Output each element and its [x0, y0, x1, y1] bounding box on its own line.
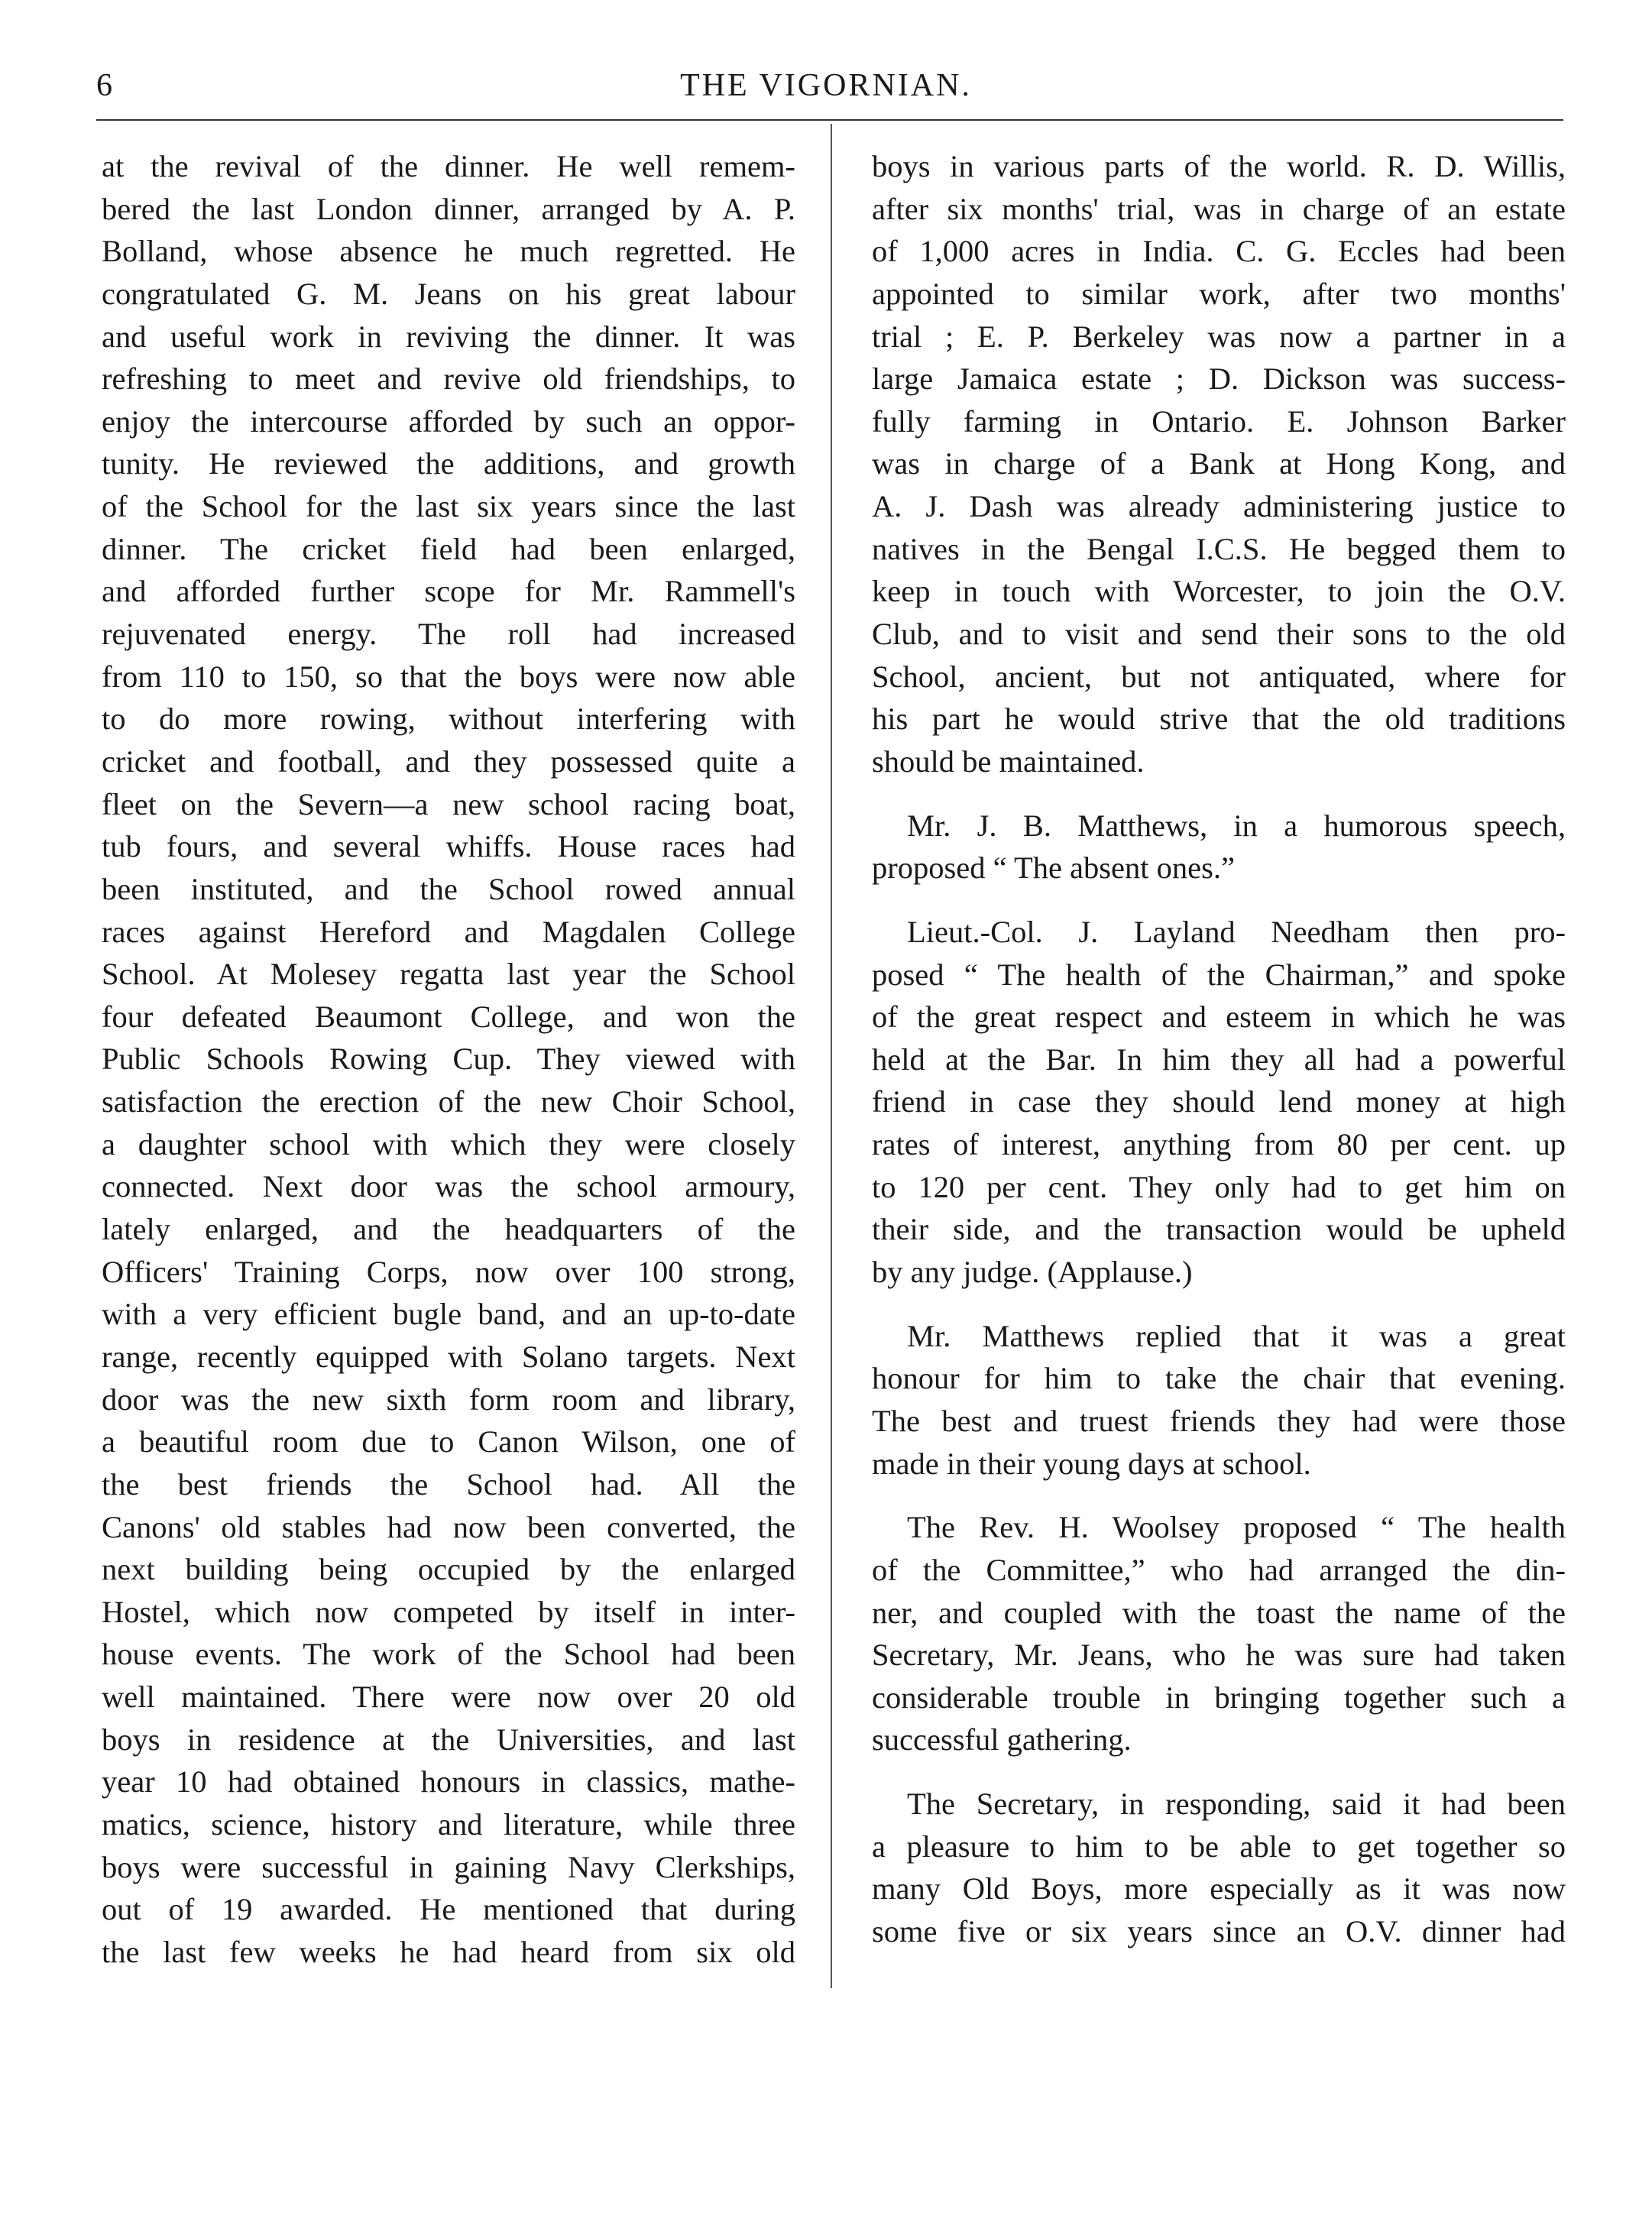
text-line: bered the last London dinner, arranged by A. P.: [102, 191, 795, 226]
text-line: rates of interest, anything from 80 per cent. up: [872, 1127, 1566, 1162]
text-line: enjoy the intercourse afforded by such an oppor-: [102, 403, 795, 439]
text-line: large Jamaica estate ; D. Dickson was success-: [872, 361, 1566, 397]
text-line: fully farming in Ontario. E. Johnson Barker: [872, 403, 1566, 439]
text-line: to do more rowing, without interfering with: [102, 701, 795, 737]
paragraph: [102, 145, 795, 1974]
text-line: School, ancient, but not antiquated, where for: [872, 659, 1566, 694]
text-line: trial ; E. P. Berkeley was now a partner in a: [872, 319, 1566, 354]
paragraph: [872, 805, 1566, 889]
text-line: of the Committee,” who had arranged the din-: [872, 1552, 1566, 1587]
text-line: the last few weeks he had heard from six old: [102, 1934, 795, 1969]
text-line: friend in case they should lend money at high: [872, 1084, 1566, 1119]
paragraph: [872, 911, 1566, 1294]
text-line: a pleasure to him to be able to get together so: [872, 1829, 1566, 1864]
text-line: door was the new sixth form room and library,: [102, 1382, 795, 1417]
text-line: appointed to similar work, after two months': [872, 276, 1566, 311]
text-line: Mr. Matthews replied that it was a great: [907, 1318, 1566, 1353]
text-line: made in their young days at school.: [872, 1446, 1311, 1481]
column-divider: [831, 124, 832, 1988]
text-line: Officers' Training Corps, now over 100 strong,: [102, 1254, 795, 1289]
text-line: posed “ The health of the Chairman,” and spoke: [872, 957, 1566, 992]
text-line: to 120 per cent. They only had to get him on: [872, 1169, 1566, 1204]
text-line: lately enlarged, and the headquarters of the: [102, 1212, 795, 1247]
text-line: a beautiful room due to Canon Wilson, one of: [102, 1424, 795, 1459]
text-line: School. At Molesey regatta last year the School: [102, 957, 795, 992]
text-line: their side, and the transaction would be upheld: [872, 1212, 1566, 1247]
text-line: ner, and coupled with the toast the name of the: [872, 1595, 1566, 1630]
text-line: The Secretary, in responding, said it had been: [907, 1787, 1566, 1822]
paragraph: [872, 1315, 1566, 1485]
text-line: natives in the Bengal I.C.S. He begged them to: [872, 531, 1566, 566]
text-line: The Rev. H. Woolsey proposed “ The health: [907, 1510, 1566, 1545]
text-line: year 10 had obtained honours in classics, mathe-: [102, 1764, 795, 1800]
text-line: and useful work in reviving the dinner. It was: [102, 319, 795, 354]
text-line: Lieut.-Col. J. Layland Needham then pro-: [907, 914, 1566, 949]
text-line: refreshing to meet and revive old friendships, to: [102, 361, 795, 397]
text-line: after six months' trial, was in charge of an estate: [872, 191, 1566, 226]
running-title: THE VIGORNIAN.: [680, 68, 972, 103]
text-line: house events. The work of the School had been: [102, 1637, 795, 1672]
text-line: boys were successful in gaining Navy Clerkships,: [102, 1849, 795, 1884]
text-line: considerable trouble in bringing together such a: [872, 1680, 1566, 1715]
text-line: boys in various parts of the world. R. D. Willis,: [872, 149, 1566, 183]
text-line: rejuvenated energy. The roll had increased: [102, 617, 795, 652]
text-line: matics, science, history and literature, while three: [102, 1806, 795, 1842]
text-line: of the School for the last six years since the last: [102, 489, 795, 524]
text-line: The best and truest friends they had were those: [872, 1403, 1566, 1438]
text-line: tunity. He reviewed the additions, and growth: [102, 446, 795, 481]
text-line: of the great respect and esteem in which he was: [872, 999, 1566, 1035]
text-line: should be maintained.: [872, 743, 1145, 779]
text-line: boys in residence at the Universities, and last: [102, 1722, 795, 1757]
text-line: many Old Boys, more especially as it was now: [872, 1871, 1566, 1906]
text-line: honour for him to take the chair that evening.: [872, 1361, 1566, 1396]
paragraph: [872, 1783, 1566, 1953]
text-line: from 110 to 150, so that the boys were now able: [102, 659, 795, 694]
text-line: keep in touch with Worcester, to join the O.V.: [872, 574, 1566, 609]
text-line: connected. Next door was the school armoury,: [102, 1169, 795, 1204]
text-line: successful gathering.: [872, 1722, 1132, 1757]
text-line: Club, and to visit and send their sons to the old: [872, 617, 1566, 652]
text-line: next building being occupied by the enlarged: [102, 1552, 795, 1587]
text-line: and afforded further scope for Mr. Rammell's: [102, 574, 795, 609]
text-line: with a very efficient bugle band, and an up-to-date: [102, 1297, 795, 1332]
text-line: his part he would strive that the old traditions: [872, 701, 1566, 737]
header-rule: [96, 119, 1563, 121]
right-column: [872, 145, 1566, 1953]
text-line: range, recently equipped with Solano targets. Next: [102, 1339, 795, 1374]
text-line: cricket and football, and they possessed quite a: [102, 743, 795, 779]
text-line: races against Hereford and Magdalen College: [102, 914, 795, 949]
text-line: a daughter school with which they were closely: [102, 1126, 795, 1161]
text-line: by any judge. (Applause.): [872, 1255, 1193, 1290]
text-line: been instituted, and the School rowed annual: [102, 871, 795, 906]
text-line: Bolland, whose absence he much regretted. He: [102, 234, 795, 269]
text-line: at the revival of the dinner. He well remem-: [102, 149, 795, 183]
text-line: congratulated G. M. Jeans on his great labour: [102, 276, 795, 311]
text-line: Secretary, Mr. Jeans, who he was sure had taken: [872, 1638, 1566, 1673]
text-line: fleet on the Severn—a new school racing boat,: [102, 786, 795, 821]
text-line: tub fours, and several whiffs. House races had: [102, 829, 795, 864]
text-line: Mr. J. B. Matthews, in a humorous speech,: [907, 808, 1566, 843]
text-line: Hostel, which now competed by itself in inter-: [102, 1594, 795, 1629]
text-line: some five or six years since an O.V. dinner had: [872, 1913, 1566, 1949]
text-line: of 1,000 acres in India. C. G. Eccles had been: [872, 234, 1566, 269]
text-line: proposed “ The absent ones.”: [872, 850, 1235, 886]
paragraph: [872, 1506, 1566, 1761]
text-line: was in charge of a Bank at Hong Kong, and: [872, 446, 1566, 481]
page-number: 6: [96, 68, 112, 103]
left-column: [102, 145, 795, 1974]
text-line: out of 19 awarded. He mentioned that during: [102, 1892, 795, 1927]
paragraph: [872, 145, 1566, 783]
text-line: four defeated Beaumont College, and won the: [102, 999, 795, 1034]
text-line: well maintained. There were now over 20 old: [102, 1680, 795, 1715]
text-line: dinner. The cricket field had been enlarged,: [102, 531, 795, 566]
text-line: satisfaction the erection of the new Choir School,: [102, 1084, 795, 1119]
text-line: the best friends the School had. All the: [102, 1466, 795, 1501]
text-line: Public Schools Rowing Cup. They viewed with: [102, 1041, 795, 1077]
text-line: A. J. Dash was already administering justice to: [872, 489, 1566, 524]
text-line: held at the Bar. In him they all had a powerful: [872, 1041, 1566, 1077]
text-line: Canons' old stables had now been converted, the: [102, 1509, 795, 1544]
